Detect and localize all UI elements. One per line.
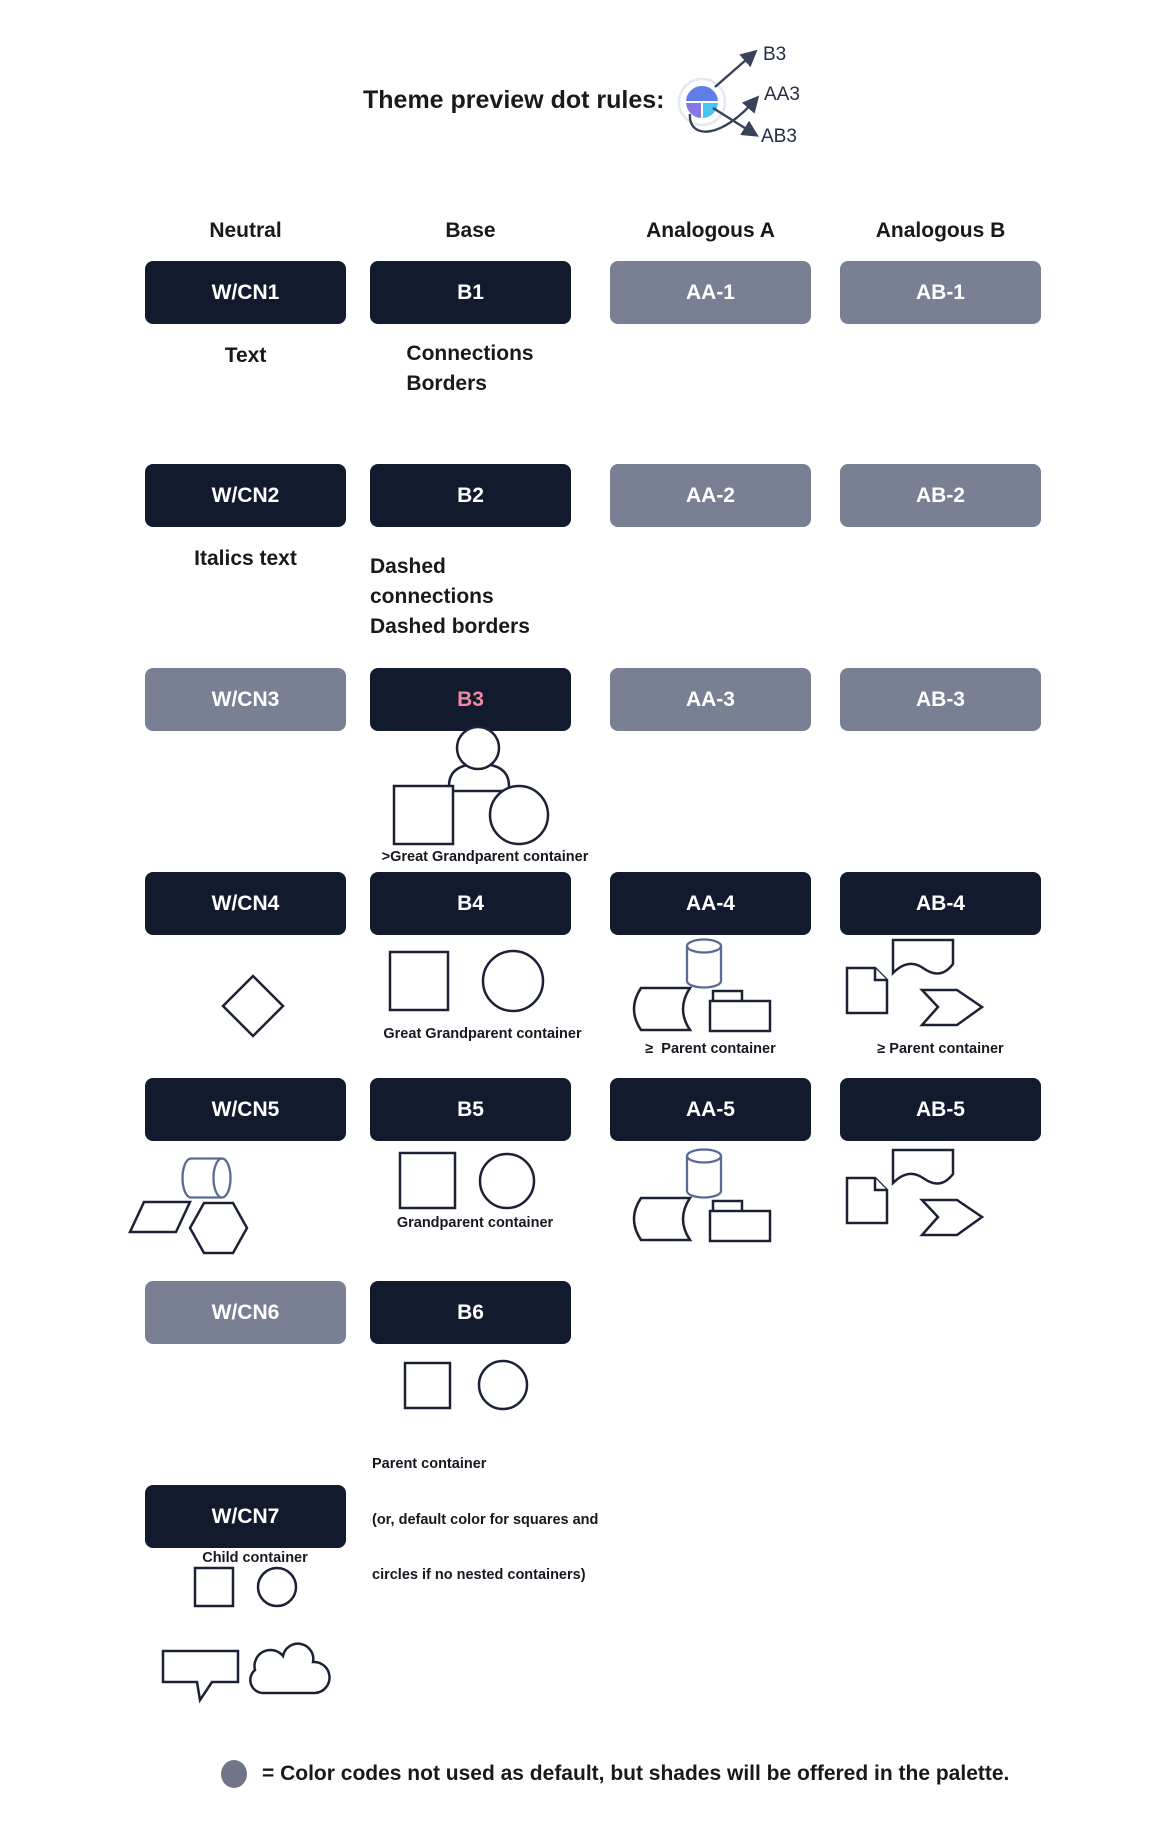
square-icon [195,1568,233,1606]
swatch-ab5: AB-5 [840,1078,1041,1141]
folder-icon [710,1001,770,1031]
stored-data-icon [634,988,690,1030]
swatch-ab4: AB-4 [840,872,1041,935]
swatch-wcn4: W/CN4 [145,872,346,935]
folder-icon [710,1211,770,1241]
cloud-icon [250,1644,329,1693]
column-header-analogous-b: Analogous B [875,219,1006,242]
caption-grandparent-b5: Grandparent container [396,1215,554,1231]
caption-child-container: Child container [202,1550,308,1566]
ab4-shapes [838,935,988,1035]
dot-label-ab3: AB3 [761,126,797,147]
b5-shapes [395,1148,545,1213]
caption-dashed [370,552,570,642]
page-fold-icon [875,968,887,980]
column-header-base: Base [445,219,496,242]
circle-icon [479,1361,527,1409]
dot-label-aa3: AA3 [764,84,800,105]
diamond-icon [223,976,283,1036]
bubble-cloud-shapes [155,1638,340,1708]
swatch-wcn5: W/CN5 [145,1078,346,1141]
swatch-b5: B5 [370,1078,571,1141]
circle-icon [483,951,543,1011]
caption-great-grandparent-b4: Great Grandparent container [383,1026,582,1042]
speech-bubble-icon [163,1651,238,1700]
wcn4-shapes [210,968,295,1046]
square-icon [400,1153,455,1208]
swatch-b3: B3 [370,668,571,731]
swatch-aa1: AA-1 [610,261,811,324]
circle-icon [480,1154,534,1208]
circle-icon [490,786,548,844]
caption-parent-aa4: ≥ Parent container [645,1041,776,1057]
column-header-neutral: Neutral [209,219,282,242]
swatch-aa3: AA-3 [610,668,811,731]
b3-shapes [378,716,563,851]
footer-dot-icon [221,1760,247,1788]
database-cylinder-top-icon [687,940,721,953]
swatch-wcn3: W/CN3 [145,668,346,731]
swatch-ab3: AB-3 [840,668,1041,731]
caption-text: Text [224,344,267,367]
square-icon [390,952,448,1010]
swatch-wcn6: W/CN6 [145,1281,346,1344]
footer-note: = Color codes not used as default, but shades will be offered in the palette. [262,1762,1010,1785]
parallelogram-icon [130,1202,190,1232]
swatch-ab1: AB-1 [840,261,1041,324]
caption-parent-ab4: ≥ Parent container [877,1041,1004,1057]
ab5-shapes [838,1145,988,1245]
b4-shapes [385,945,550,1020]
swatch-b2: B2 [370,464,571,527]
caption-connections-line: Connections [406,342,534,365]
caption-dashed-borders-line: Dashed borders [370,615,530,638]
square-icon [405,1363,450,1408]
swatch-aa2: AA-2 [610,464,811,527]
chevron-icon [922,990,982,1025]
swatch-b1: B1 [370,261,571,324]
aa4-shapes [625,932,780,1037]
caption-parent-line2: (or, default color for squares and [372,1511,599,1528]
hexagon-icon [190,1203,247,1253]
caption-parent-line3: circles if no nested containers) [372,1567,586,1583]
page-title: Theme preview dot rules: [363,86,665,114]
circle-icon [258,1568,296,1606]
square-icon [394,786,453,844]
caption-italics-text: Italics text [194,547,297,570]
caption-connections-borders [370,339,570,399]
caption-parent-b6 [372,1418,607,1622]
document-wave-icon [893,940,953,974]
caption-borders-line: Borders [406,372,487,395]
aa5-shapes [625,1142,780,1247]
person-head-icon [457,727,499,769]
b6-shapes [400,1358,535,1413]
wcn5-shapes [120,1145,260,1260]
caption-dashed-connections-line: Dashed connections [370,555,494,608]
wcn7-shapes [190,1563,305,1611]
column-header-analogous-a: Analogous A [646,219,775,242]
document-wave-icon [893,1150,953,1184]
horizontal-cylinder-end-icon [214,1159,231,1198]
caption-parent-line1: Parent container [372,1456,487,1472]
swatch-aa4: AA-4 [610,872,811,935]
swatch-b6: B6 [370,1281,571,1344]
dot-label-b3: B3 [763,44,787,65]
arrow-to-ab3-icon [713,108,756,135]
swatch-b4: B4 [370,872,571,935]
caption-great-grandparent-b3: >Great Grandparent container [381,849,589,865]
arrow-to-b3-icon [715,52,755,87]
stored-data-icon [634,1198,690,1240]
swatch-ab2: AB-2 [840,464,1041,527]
swatch-aa5: AA-5 [610,1078,811,1141]
swatch-wcn1: W/CN1 [145,261,346,324]
chevron-icon [922,1200,982,1235]
database-cylinder-top-icon [687,1150,721,1163]
swatch-wcn7: W/CN7 [145,1485,346,1548]
swatch-wcn2: W/CN2 [145,464,346,527]
